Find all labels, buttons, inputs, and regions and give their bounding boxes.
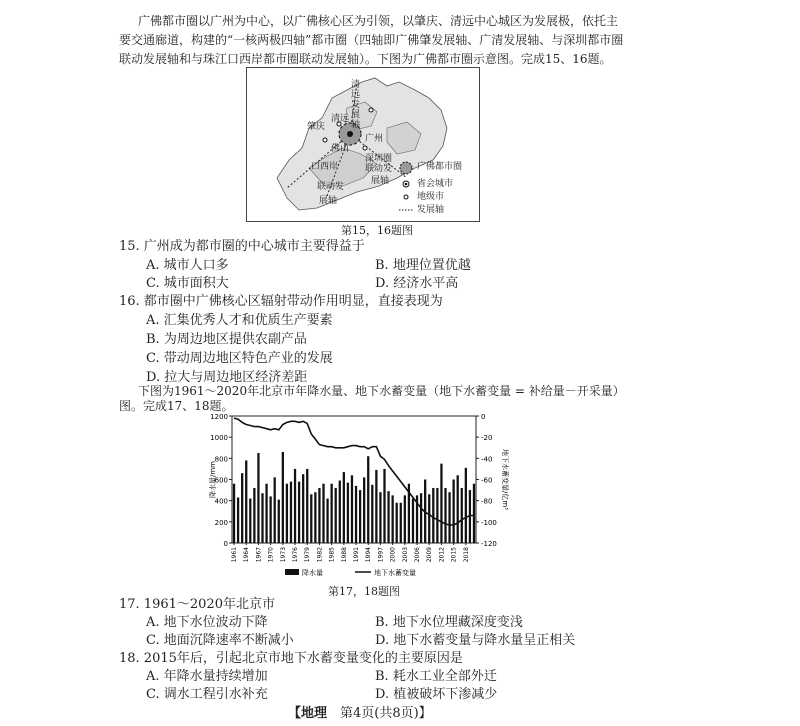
- map-label: 展轴: [319, 196, 338, 206]
- q17-option-b: B. 地下水位埋藏深度变浅: [375, 615, 523, 630]
- precipitation-bar: [444, 488, 446, 543]
- precipitation-bar: [265, 484, 267, 543]
- q17-option-a: A. 地下水位波动下降: [146, 615, 268, 630]
- precipitation-groundwater-chart: [205, 406, 510, 583]
- x-tick-label: 1973: [279, 547, 287, 563]
- precipitation-bar: [314, 492, 316, 543]
- q16-stem: 16. 都市圈中广佛核心区辐射带动作用明显，直接表现为: [119, 294, 443, 309]
- y2-tick-label: -40: [481, 455, 493, 464]
- precipitation-bar: [343, 472, 345, 543]
- y-axis-label: 降水量/mm: [209, 461, 217, 498]
- precipitation-bar: [461, 488, 463, 543]
- legend-bar-swatch: [285, 569, 299, 575]
- x-tick-label: 2000: [389, 547, 397, 563]
- precipitation-bar: [253, 488, 255, 543]
- x-tick-label: 1997: [377, 547, 385, 563]
- x-tick-label: 1967: [255, 547, 263, 563]
- y2-tick-label: -20: [481, 434, 493, 443]
- small-circle-icon: [404, 195, 408, 199]
- x-tick-label: 2018: [462, 547, 470, 563]
- x-tick-label: 2009: [426, 547, 434, 563]
- precipitation-bar: [473, 484, 475, 543]
- precipitation-bar: [322, 484, 324, 543]
- q15-option-d: D. 经济水平高: [375, 276, 459, 291]
- y-tick-label: 400: [214, 497, 228, 506]
- x-tick-label: 1994: [365, 547, 373, 563]
- precipitation-bar: [261, 493, 263, 543]
- precipitation-bar: [339, 481, 341, 543]
- map-label: 广州: [365, 134, 384, 144]
- chart-caption: 第17，18题图: [328, 585, 400, 598]
- precipitation-bar: [387, 491, 389, 543]
- y-tick-label: 1200: [210, 413, 228, 421]
- q18-option-c: C. 调水工程引水补充: [146, 687, 268, 702]
- precipitation-bar: [379, 492, 381, 543]
- precipitation-bar: [396, 503, 398, 543]
- map-label: 清远: [331, 114, 350, 124]
- intro-line-2: 要交通廊道，构建的“一核两极四轴”都市圈（四轴即广佛肇发展轴、广清发展轴、与深圳都市圈: [119, 33, 624, 47]
- chart-svg: [205, 406, 510, 583]
- guangfo-metro-map: [246, 67, 480, 222]
- q17-option-c: C. 地面沉降速率不断减小: [146, 633, 294, 648]
- precipitation-bar: [383, 469, 385, 543]
- x-tick-label: 1964: [243, 547, 251, 563]
- precipitation-bar: [404, 495, 406, 543]
- precipitation-bar: [318, 488, 320, 543]
- dashed-circle-icon: [400, 162, 412, 174]
- precipitation-bar: [245, 460, 247, 543]
- map-label: 清远发展轴: [351, 80, 361, 130]
- x-tick-label: 2003: [401, 547, 409, 563]
- precipitation-bar: [375, 470, 377, 543]
- y2-tick-label: 0: [481, 413, 486, 421]
- q17-option-d: D. 地下水蓄变量与降水量呈正相关: [375, 633, 576, 648]
- precipitation-bar: [367, 456, 369, 543]
- q15-stem: 15. 广州成为都市圈的中心城市主要得益于: [119, 239, 365, 254]
- precipitation-bar: [432, 488, 434, 543]
- y2-tick-label: -100: [481, 518, 497, 527]
- y-tick-label: 600: [214, 476, 228, 485]
- precipitation-bar: [347, 483, 349, 543]
- precipitation-bar: [233, 484, 235, 543]
- map-label: 佛山: [331, 144, 350, 154]
- x-tick-label: 2006: [414, 547, 422, 563]
- precipitation-bar: [371, 485, 373, 543]
- y-tick-label: 1000: [210, 434, 228, 443]
- precipitation-bar: [420, 493, 422, 543]
- intro-line-1: 广佛都市圈以广州为中心，以广佛核心区为引领，以肇庆、清远中心城区为发展极，依托主: [138, 14, 619, 28]
- precipitation-bar: [269, 496, 271, 543]
- precipitation-bar: [241, 473, 243, 543]
- map-label: 口西岸: [311, 162, 339, 172]
- legend-label-groundwater: 地下水蓄变量: [374, 569, 416, 577]
- footer-subject: 【地理: [288, 706, 328, 721]
- precipitation-bar: [330, 484, 332, 543]
- y-tick-label: 200: [214, 518, 228, 527]
- y2-axis-label: 地下水蓄变量/亿m³: [501, 449, 509, 510]
- x-tick-label: 1961: [231, 547, 239, 563]
- precipitation-bar: [452, 480, 454, 544]
- intro2-line-1: 下图为1961～2020年北京市年降水量、地下水蓄变量（地下水蓄变量 = 补给量－开采量）: [138, 384, 625, 398]
- legend-label: 发展轴: [417, 205, 445, 215]
- precipitation-bar: [436, 488, 438, 543]
- precipitation-bar: [278, 500, 280, 543]
- precipitation-bar: [335, 488, 337, 543]
- plot-frame: [232, 416, 476, 543]
- precipitation-bar: [391, 495, 393, 543]
- map-label: 展轴: [371, 176, 390, 186]
- y2-tick-label: -120: [481, 540, 497, 548]
- precipitation-bar: [310, 494, 312, 543]
- q17-stem: 17. 1961～2020年北京市: [119, 597, 275, 612]
- y2-tick-label: -80: [481, 497, 493, 506]
- q16-option-d: D. 拉大与周边地区经济差距: [146, 370, 308, 385]
- precipitation-bar: [302, 474, 304, 543]
- legend-label: 广佛都市圈: [417, 162, 463, 172]
- q18-stem: 18. 2015年后，引起北京市地下水蓄变量变化的主要原因是: [119, 651, 463, 666]
- map-legend: [399, 160, 477, 218]
- x-tick-label: 2015: [450, 547, 458, 563]
- map-label: 联动发: [365, 164, 393, 174]
- q15-option-b: B. 地理位置优越: [375, 258, 471, 273]
- precipitation-bar: [249, 499, 251, 543]
- q15-option-a: A. 城市人口多: [146, 258, 229, 273]
- x-tick-label: 1979: [304, 547, 312, 563]
- q16-option-c: C. 带动周边地区特色产业的发展: [146, 351, 333, 366]
- precipitation-bar: [448, 492, 450, 543]
- precipitation-bar: [294, 469, 296, 543]
- precipitation-bar: [363, 477, 365, 543]
- precipitation-bar: [412, 499, 414, 543]
- precipitation-bar: [282, 452, 284, 543]
- map-label: 深圳圈: [365, 154, 393, 164]
- precipitation-bar: [237, 497, 239, 543]
- q16-option-a: A. 汇集优秀人才和优质生产要素: [146, 313, 333, 328]
- precipitation-bar: [286, 484, 288, 543]
- x-tick-label: 1988: [340, 547, 348, 563]
- q18-option-b: B. 耗水工业全部外迁: [375, 669, 497, 684]
- x-tick-label: 1976: [292, 547, 300, 563]
- x-tick-label: 1991: [353, 547, 361, 563]
- q16-option-b: B. 为周边地区提供农副产品: [146, 332, 307, 347]
- map-legend-icons: [399, 160, 413, 220]
- q18-option-a: A. 年降水量持续增加: [146, 669, 268, 684]
- q18-option-d: D. 植被破坏下渗减少: [375, 687, 498, 702]
- precipitation-bar: [428, 494, 430, 543]
- precipitation-bar: [351, 475, 353, 543]
- x-tick-label: 1970: [267, 547, 275, 563]
- legend-label: 地级市: [417, 192, 445, 202]
- precipitation-bar: [290, 482, 292, 543]
- x-tick-label: 1985: [328, 547, 336, 563]
- legend-label: 省会城市: [417, 179, 454, 189]
- precipitation-bar: [359, 490, 361, 543]
- y-tick-label: 0: [223, 540, 228, 548]
- precipitation-bar: [274, 477, 276, 543]
- x-tick-label: 2012: [438, 547, 446, 563]
- x-tick-label: 1982: [316, 547, 324, 563]
- precipitation-bar: [465, 468, 467, 543]
- precipitation-bar: [400, 503, 402, 543]
- precipitation-bar: [257, 453, 259, 543]
- intro2-line-2: 图。完成17、18题。: [119, 399, 234, 413]
- precipitation-bar: [298, 482, 300, 543]
- precipitation-bar: [306, 469, 308, 543]
- q15-option-c: C. 城市面积大: [146, 276, 229, 291]
- map-label: 联动发: [317, 182, 345, 192]
- intro-line-3: 联动发展轴和与珠江口西岸都市圈联动发展轴）。下图为广佛都市圈示意图。完成15、16题。: [119, 52, 612, 66]
- y2-tick-label: -60: [481, 476, 493, 485]
- precipitation-bar: [326, 499, 328, 543]
- precipitation-bar: [355, 486, 357, 543]
- map-label: 肇庆: [307, 122, 326, 132]
- precipitation-bar: [457, 475, 459, 543]
- map-caption: 第15，16题图: [341, 224, 413, 237]
- precipitation-bar: [440, 464, 442, 543]
- legend-label-precip: 降水量: [302, 569, 323, 577]
- footer-page: 第4页(共8页)】: [340, 706, 432, 721]
- y-tick-label: 800: [214, 455, 228, 464]
